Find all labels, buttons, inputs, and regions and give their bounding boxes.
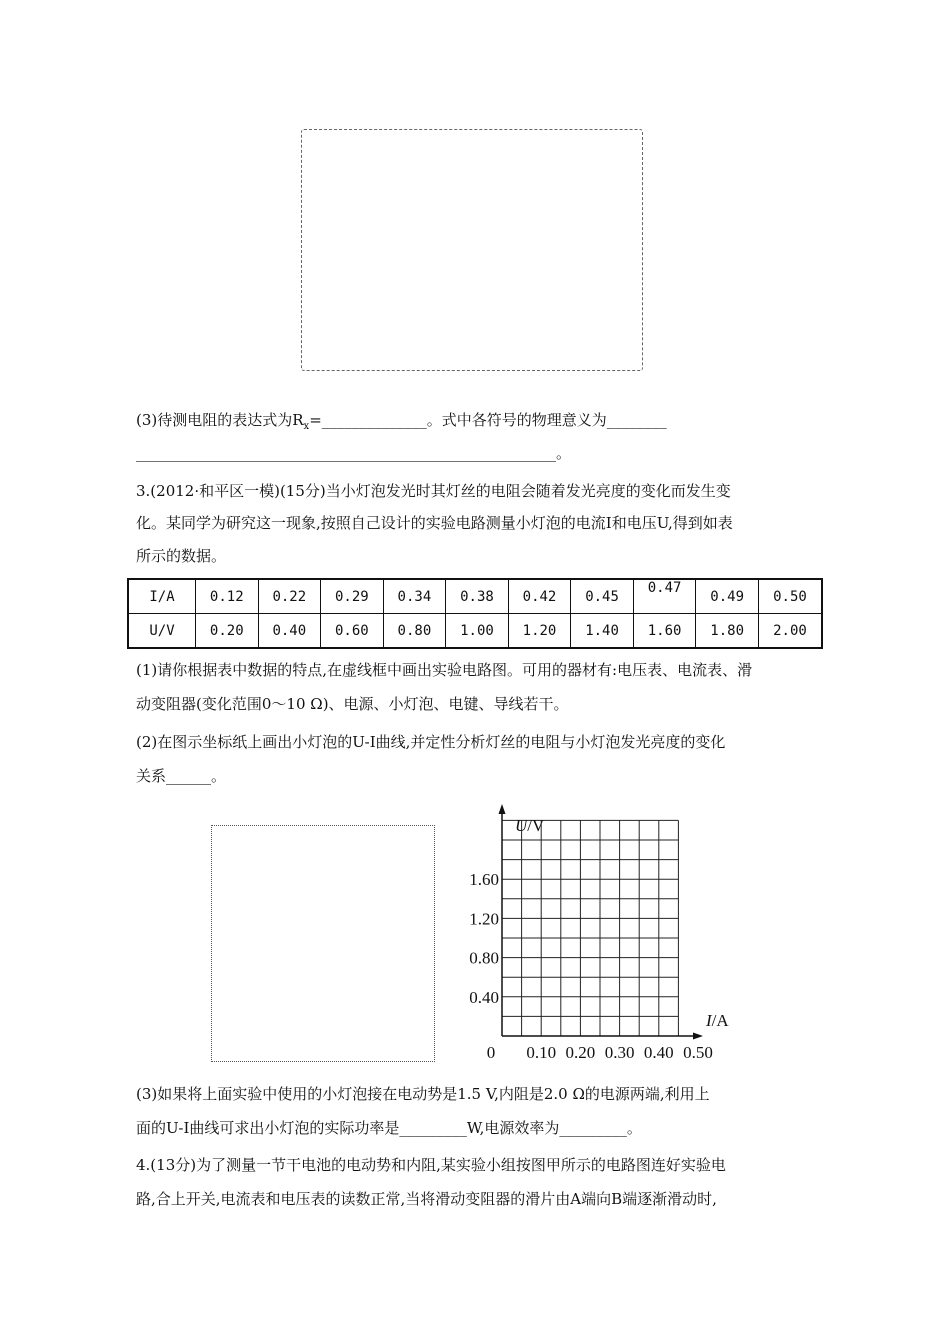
table-row-current bbox=[128, 579, 822, 614]
grid-lines bbox=[502, 820, 678, 1036]
q3-line-2: 化。某同学为研究这一现象,按照自己设计的实验电路测量小灯泡的电流I和电压U,得到如表 bbox=[136, 514, 733, 532]
row-label: U/V bbox=[128, 614, 196, 649]
q3-part2-line-2: 关系______。 bbox=[136, 767, 227, 785]
iu-data-table bbox=[127, 578, 823, 649]
table-cell: 0.12 bbox=[196, 579, 259, 614]
table-cell: 0.47 bbox=[633, 579, 696, 614]
axes bbox=[499, 804, 704, 1040]
y-tick-label: 1.20 bbox=[469, 909, 499, 929]
x-tick-label: 0.30 bbox=[604, 1043, 635, 1062]
x-axis-label bbox=[705, 1011, 729, 1030]
table-cell: 0.29 bbox=[321, 579, 384, 614]
y-tick-label: 0.40 bbox=[469, 987, 499, 1007]
y-tick-label: 0.80 bbox=[469, 948, 499, 968]
x-tick-labels bbox=[526, 1043, 713, 1062]
table-cell: 0.49 bbox=[696, 579, 759, 614]
part3-middle: =______________。式中各符号的物理意义为________ bbox=[309, 411, 667, 429]
table-cell: 0.22 bbox=[258, 579, 321, 614]
table-cell: 0.34 bbox=[383, 579, 446, 614]
x-axis-var: I bbox=[706, 1011, 712, 1030]
y-axis-var: U bbox=[515, 816, 528, 835]
table-cell: 1.60 bbox=[633, 614, 696, 649]
q4-line-2: 路,合上开关,电流表和电压表的读数正常,当将滑动变阻器的滑片由A端向B端逐渐滑动时, bbox=[136, 1190, 717, 1208]
q3-line-3: 所示的数据。 bbox=[136, 547, 227, 565]
x-axis-unit: /A bbox=[711, 1011, 729, 1030]
y-axis-unit: /V bbox=[527, 816, 545, 835]
table-cell: 1.80 bbox=[696, 614, 759, 649]
subscript-x: x bbox=[303, 421, 310, 432]
y-tick-label: 1.60 bbox=[469, 870, 499, 890]
q4-line-1: 4.(13分)为了测量一节干电池的电动势和内阻,某实验小组按图甲所示的电路图连好实验电 bbox=[136, 1156, 726, 1174]
q3-part3-line-2: 面的U-I曲线可求出小灯泡的实际功率是_________W,电源效率为_________。 bbox=[136, 1119, 642, 1137]
q3-part1-line-1: (1)请你根据表中数据的特点,在虚线框中画出实验电路图。可用的器材有:电压表、电流表、滑 bbox=[136, 661, 753, 679]
table-cell: 0.50 bbox=[758, 579, 822, 614]
x-tick-label: 0.40 bbox=[643, 1043, 674, 1062]
table-cell: 1.40 bbox=[571, 614, 634, 649]
y-tick-labels bbox=[469, 870, 499, 1007]
x-axis-arrow bbox=[693, 1033, 703, 1040]
table-cell: 0.38 bbox=[446, 579, 509, 614]
ui-coordinate-grid bbox=[455, 800, 755, 1070]
table-row-voltage bbox=[128, 614, 822, 649]
circuit-drawing-box-top bbox=[301, 129, 643, 371]
table-cell: 1.00 bbox=[446, 614, 509, 649]
table-cell: 0.80 bbox=[383, 614, 446, 649]
table-cell: 2.00 bbox=[758, 614, 822, 649]
table-cell: 0.42 bbox=[508, 579, 571, 614]
circuit-drawing-box bbox=[211, 825, 435, 1062]
table-cell: 0.40 bbox=[258, 614, 321, 649]
x-tick-label: 0.20 bbox=[565, 1043, 596, 1062]
table-cell: 0.45 bbox=[571, 579, 634, 614]
y-axis-arrow bbox=[499, 804, 506, 814]
q3-part2-line-1: (2)在图示坐标纸上画出小灯泡的U-I曲线,并定性分析灯丝的电阻与小灯泡发光亮度的变化 bbox=[136, 733, 726, 751]
table-cell: 0.20 bbox=[196, 614, 259, 649]
part3-prefix: (3)待测电阻的表达式为R bbox=[136, 411, 304, 429]
table-cell: 1.20 bbox=[508, 614, 571, 649]
x-tick-label: 0.10 bbox=[526, 1043, 557, 1062]
table-cell: 0.60 bbox=[321, 614, 384, 649]
q3-line-1: 3.(2012·和平区一模)(15分)当小灯泡发光时其灯丝的电阻会随着发光亮度的变化而发生变 bbox=[136, 482, 731, 500]
row-label: I/A bbox=[128, 579, 196, 614]
y-axis-label bbox=[515, 816, 545, 835]
q3-part3-line-1: (3)如果将上面实验中使用的小灯泡接在电动势是1.5 V,内阻是2.0 Ω的电源两端,利用上 bbox=[136, 1085, 710, 1103]
part3-blank-line: ________________________________________________________。 bbox=[136, 444, 572, 462]
x-tick-label: 0.50 bbox=[683, 1043, 713, 1062]
origin-label: 0 bbox=[486, 1043, 496, 1062]
part3-expression-line bbox=[136, 410, 667, 437]
q3-part1-line-2: 动变阻器(变化范围0～10 Ω)、电源、小灯泡、电键、导线若干。 bbox=[136, 695, 569, 713]
